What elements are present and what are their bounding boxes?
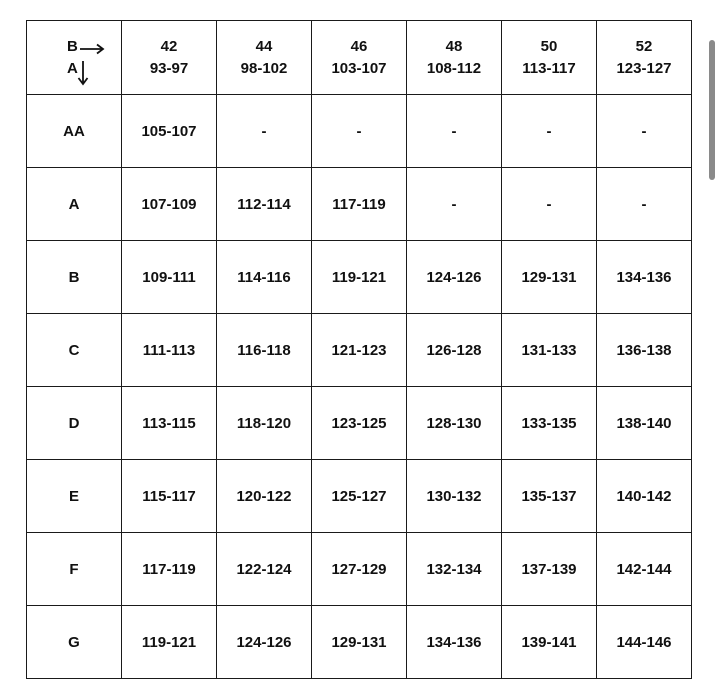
column-range: 98-102 <box>240 59 288 77</box>
table-cell: - <box>407 168 502 241</box>
row-label: A <box>27 168 122 241</box>
table-cell: 131-133 <box>502 314 597 387</box>
table-cell: 114-116 <box>217 241 312 314</box>
table-cell: - <box>312 95 407 168</box>
table-cell: 119-121 <box>122 606 217 679</box>
corner-b-label: B <box>67 38 78 55</box>
column-header <box>407 21 502 95</box>
column-range: 93-97 <box>149 59 189 77</box>
arrow-right-icon <box>80 43 106 55</box>
row-label: E <box>27 460 122 533</box>
table-cell: 140-142 <box>597 460 692 533</box>
table-cell: 133-135 <box>502 387 597 460</box>
table-row <box>27 606 692 679</box>
table-row <box>27 241 692 314</box>
column-size: 52 <box>635 37 653 55</box>
size-table <box>26 20 692 679</box>
header-row <box>27 21 692 95</box>
size-table-container <box>26 20 692 679</box>
column-size: 48 <box>445 37 463 55</box>
table-cell: 136-138 <box>597 314 692 387</box>
table-row <box>27 95 692 168</box>
table-cell: 105-107 <box>122 95 217 168</box>
column-range: 108-112 <box>426 59 482 77</box>
vertical-scrollbar[interactable] <box>709 40 715 180</box>
corner-cell <box>27 21 122 95</box>
table-cell: 122-124 <box>217 533 312 606</box>
table-cell: 135-137 <box>502 460 597 533</box>
table-cell: 142-144 <box>597 533 692 606</box>
table-cell: 124-126 <box>217 606 312 679</box>
column-size: 42 <box>160 37 178 55</box>
column-size: 44 <box>255 37 273 55</box>
table-cell: 129-131 <box>312 606 407 679</box>
table-cell: 123-125 <box>312 387 407 460</box>
table-cell: 127-129 <box>312 533 407 606</box>
column-header <box>502 21 597 95</box>
row-label: G <box>27 606 122 679</box>
table-cell: - <box>597 168 692 241</box>
table-cell: 121-123 <box>312 314 407 387</box>
corner-a-label: A <box>67 60 78 77</box>
table-cell: 107-109 <box>122 168 217 241</box>
table-cell: 119-121 <box>312 241 407 314</box>
table-cell: 137-139 <box>502 533 597 606</box>
table-cell: 134-136 <box>597 241 692 314</box>
column-header <box>312 21 407 95</box>
table-cell: 124-126 <box>407 241 502 314</box>
table-cell: 111-113 <box>122 314 217 387</box>
table-cell: 130-132 <box>407 460 502 533</box>
table-cell: 117-119 <box>122 533 217 606</box>
table-cell: 120-122 <box>217 460 312 533</box>
table-cell: - <box>502 168 597 241</box>
table-cell: - <box>407 95 502 168</box>
table-cell: - <box>502 95 597 168</box>
table-cell: 134-136 <box>407 606 502 679</box>
table-cell: 129-131 <box>502 241 597 314</box>
table-cell: 128-130 <box>407 387 502 460</box>
table-row <box>27 533 692 606</box>
table-row <box>27 168 692 241</box>
column-size: 46 <box>350 37 368 55</box>
table-cell: - <box>217 95 312 168</box>
row-label: D <box>27 387 122 460</box>
table-cell: 126-128 <box>407 314 502 387</box>
table-cell: 132-134 <box>407 533 502 606</box>
table-cell: 109-111 <box>122 241 217 314</box>
table-row <box>27 314 692 387</box>
column-range: 123-127 <box>616 59 672 77</box>
column-header <box>122 21 217 95</box>
table-row <box>27 460 692 533</box>
column-range: 113-117 <box>522 59 576 77</box>
row-label: F <box>27 533 122 606</box>
table-cell: 116-118 <box>217 314 312 387</box>
table-cell: 113-115 <box>122 387 217 460</box>
table-cell: 117-119 <box>312 168 407 241</box>
table-cell: 118-120 <box>217 387 312 460</box>
column-header <box>597 21 692 95</box>
table-cell: 138-140 <box>597 387 692 460</box>
arrow-down-icon <box>77 61 89 87</box>
table-cell: 144-146 <box>597 606 692 679</box>
table-cell: 125-127 <box>312 460 407 533</box>
table-cell: - <box>597 95 692 168</box>
scrollbar-thumb[interactable] <box>709 40 715 180</box>
row-label: AA <box>27 95 122 168</box>
column-range: 103-107 <box>331 59 387 77</box>
table-cell: 112-114 <box>217 168 312 241</box>
row-label: C <box>27 314 122 387</box>
table-cell: 139-141 <box>502 606 597 679</box>
row-label: B <box>27 241 122 314</box>
table-cell: 115-117 <box>122 460 217 533</box>
column-size: 50 <box>540 37 558 55</box>
column-header <box>217 21 312 95</box>
table-row <box>27 387 692 460</box>
